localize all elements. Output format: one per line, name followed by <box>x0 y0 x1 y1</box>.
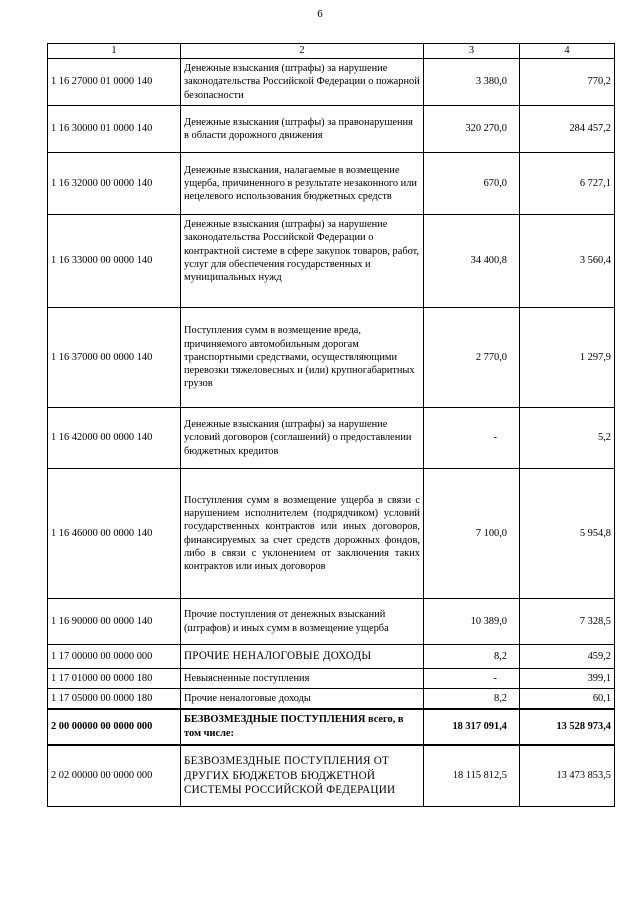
row-actual-value: 770,2 <box>520 59 615 106</box>
row-actual-value: 459,2 <box>520 645 615 669</box>
row-plan-value: - <box>424 669 520 689</box>
table-row <box>48 645 615 669</box>
row-plan-value: 670,0 <box>424 153 520 215</box>
row-name: Невыясненные поступления <box>181 669 424 689</box>
row-plan-value: 18 317 091,4 <box>424 709 520 745</box>
row-code: 1 16 37000 00 0000 140 <box>48 308 181 408</box>
header-col-3: 3 <box>424 44 520 59</box>
row-name: Денежные взыскания (штрафы) за нарушение законодательства Российской Федерации о контрактной системе в сфере закупок товаров, работ, услуг для обеспечения государственных и муниципальных нужд <box>181 215 424 308</box>
row-actual-value: 3 560,4 <box>520 215 615 308</box>
row-name: ПРОЧИЕ НЕНАЛОГОВЫЕ ДОХОДЫ <box>181 645 424 669</box>
table-row <box>48 215 615 308</box>
row-actual-value: 5 954,8 <box>520 469 615 599</box>
row-actual-value: 399,1 <box>520 669 615 689</box>
row-plan-value: 10 389,0 <box>424 599 520 645</box>
table-row <box>48 599 615 645</box>
row-actual-value: 284 457,2 <box>520 106 615 153</box>
row-actual-value: 7 328,5 <box>520 599 615 645</box>
row-name: Прочие поступления от денежных взысканий (штрафов) и иных сумм в возмещение ущерба <box>181 599 424 645</box>
row-name: БЕЗВОЗМЕЗДНЫЕ ПОСТУПЛЕНИЯ всего, в том числе: <box>181 709 424 745</box>
table-row <box>48 689 615 709</box>
row-plan-value: 2 770,0 <box>424 308 520 408</box>
row-plan-value: 7 100,0 <box>424 469 520 599</box>
row-name: Денежные взыскания, налагаемые в возмещение ущерба, причиненного в результате незаконного или нецелевого использования бюджетных средств <box>181 153 424 215</box>
page-number: 6 <box>317 8 323 20</box>
row-actual-value: 5,2 <box>520 408 615 469</box>
row-code: 1 17 05000 00 0000 180 <box>48 689 181 709</box>
row-code: 2 00 00000 00 0000 000 <box>48 709 181 745</box>
row-plan-value: 3 380,0 <box>424 59 520 106</box>
row-code: 1 17 01000 00 0000 180 <box>48 669 181 689</box>
row-code: 1 17 00000 00 0000 000 <box>48 645 181 669</box>
table-row <box>48 153 615 215</box>
row-code: 1 16 46000 00 0000 140 <box>48 469 181 599</box>
revenue-table <box>47 43 615 807</box>
row-plan-value: 18 115 812,5 <box>424 745 520 807</box>
row-plan-value: 34 400,8 <box>424 215 520 308</box>
row-code: 1 16 27000 01 0000 140 <box>48 59 181 106</box>
row-name: БЕЗВОЗМЕЗДНЫЕ ПОСТУПЛЕНИЯ ОТ ДРУГИХ БЮДЖЕТОВ БЮДЖЕТНОЙ СИСТЕМЫ РОССИЙСКОЙ ФЕДЕРАЦИИ <box>181 745 424 807</box>
table-row <box>48 745 615 807</box>
row-name: Прочие неналоговые доходы <box>181 689 424 709</box>
row-actual-value: 60,1 <box>520 689 615 709</box>
row-name: Поступления сумм в возмещение вреда, причиняемого автомобильным дорогам транспортными средствами, осуществляющими перевозки тяжеловесных и (или) крупногабаритных грузов <box>181 308 424 408</box>
header-col-4: 4 <box>520 44 615 59</box>
row-actual-value: 13 473 853,5 <box>520 745 615 807</box>
row-code: 1 16 42000 00 0000 140 <box>48 408 181 469</box>
row-code: 1 16 30000 01 0000 140 <box>48 106 181 153</box>
header-col-2: 2 <box>181 44 424 59</box>
row-code: 1 16 33000 00 0000 140 <box>48 215 181 308</box>
table-row <box>48 469 615 599</box>
table-row-total <box>48 709 615 745</box>
row-actual-value: 6 727,1 <box>520 153 615 215</box>
row-plan-value: 8,2 <box>424 689 520 709</box>
table-row <box>48 106 615 153</box>
row-name: Денежные взыскания (штрафы) за правонарушения в области дорожного движения <box>181 106 424 153</box>
row-name: Денежные взыскания (штрафы) за нарушение законодательства Российской Федерации о пожарной безопасности <box>181 59 424 106</box>
row-plan-value: 8,2 <box>424 645 520 669</box>
table-row <box>48 669 615 689</box>
row-plan-value: 320 270,0 <box>424 106 520 153</box>
row-name: Поступления сумм в возмещение ущерба в связи с нарушением исполнителем (подрядчиком) условий государственных контрактов или иных договоров, финансируемых за счет средств дорожных фондов, либо в связи с уклонением от заключения таких контрактов или иных договоров <box>181 469 424 599</box>
table-row <box>48 408 615 469</box>
row-code: 2 02 00000 00 0000 000 <box>48 745 181 807</box>
row-actual-value: 1 297,9 <box>520 308 615 408</box>
header-col-1: 1 <box>48 44 181 59</box>
table-row <box>48 59 615 106</box>
row-name: Денежные взыскания (штрафы) за нарушение условий договоров (соглашений) о предоставлении бюджетных кредитов <box>181 408 424 469</box>
row-actual-value: 13 528 973,4 <box>520 709 615 745</box>
row-code: 1 16 32000 00 0000 140 <box>48 153 181 215</box>
row-plan-value: - <box>424 408 520 469</box>
table-row <box>48 308 615 408</box>
table-header-row <box>48 44 615 59</box>
row-code: 1 16 90000 00 0000 140 <box>48 599 181 645</box>
